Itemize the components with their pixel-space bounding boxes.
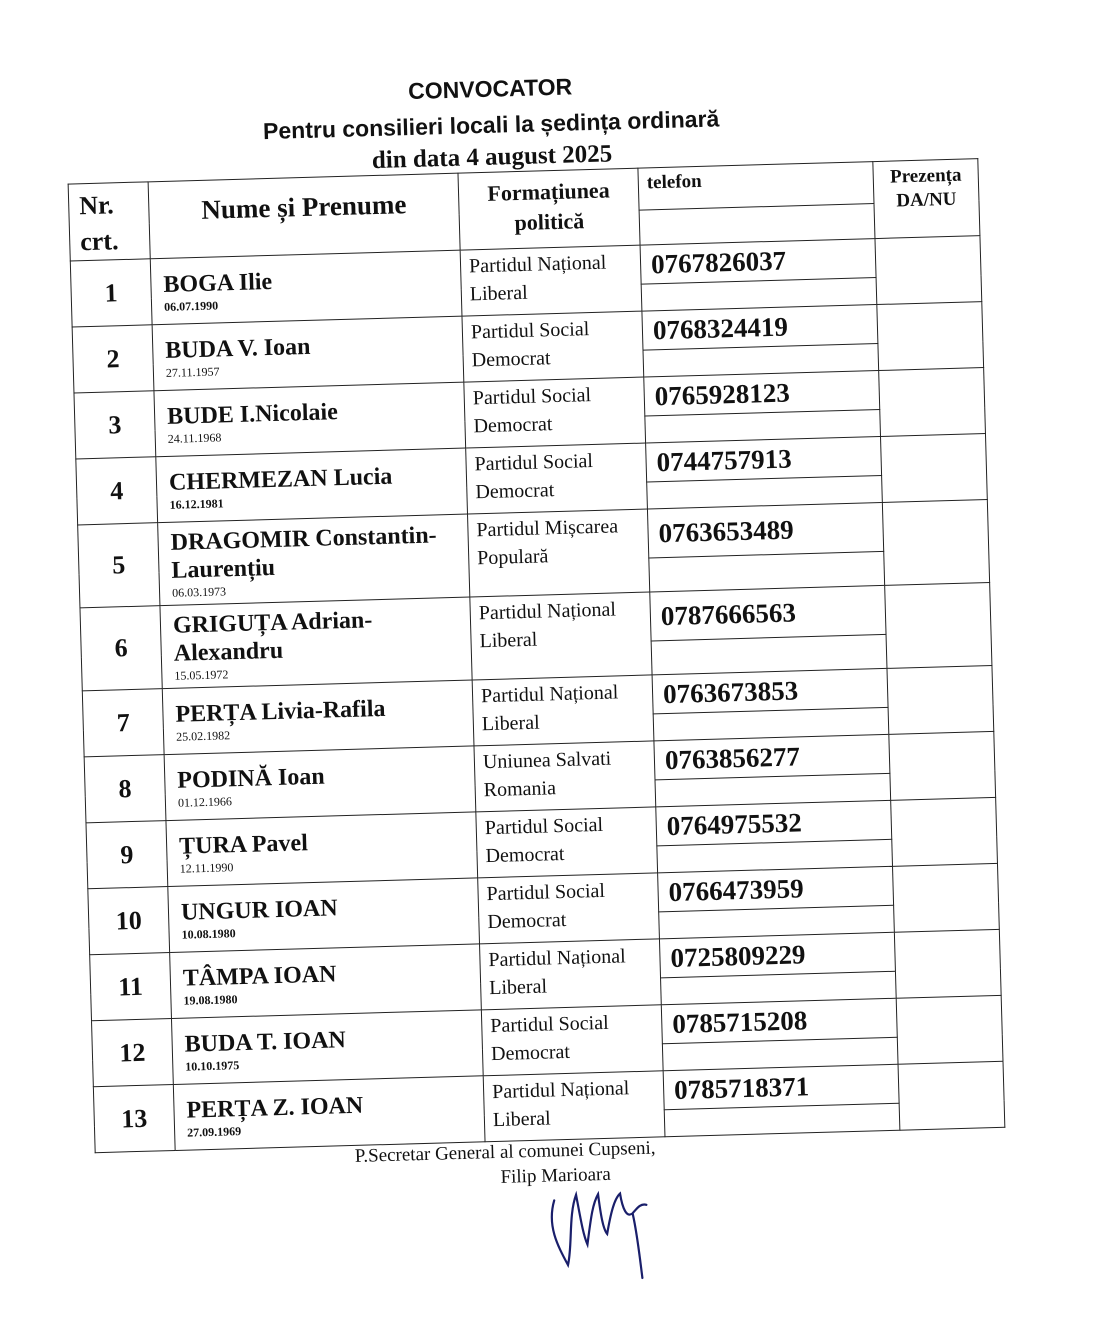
- document-subtitle: Pentru consilieri locali la ședința ordinară: [262, 105, 720, 145]
- councillor-name: TÂMPA IOAN: [182, 960, 337, 992]
- meeting-date: din data 4 august 2025: [371, 140, 613, 175]
- phone-number: 0785715208: [661, 998, 897, 1044]
- header-party-line2: politică: [514, 208, 585, 236]
- phone-number: 0766473959: [658, 866, 894, 912]
- birth-date: 27.11.1957: [165, 363, 220, 380]
- header-phone: telefon: [638, 162, 874, 210]
- councillor-name: BOGA Ilie: [163, 268, 273, 298]
- political-party: Uniunea Salvati Romania: [474, 741, 656, 812]
- row-number: 4: [76, 457, 158, 525]
- birth-date: 12.11.1990: [179, 859, 234, 876]
- presence-cell[interactable]: [877, 302, 984, 371]
- birth-date: 06.03.1973: [171, 584, 227, 600]
- header-nr-line2: crt.: [79, 226, 119, 257]
- councillor-name-cell: [158, 514, 470, 606]
- presence-cell[interactable]: [882, 500, 989, 586]
- presence-cell[interactable]: [887, 665, 994, 734]
- councillor-name: BUDE I.Nicolaie: [166, 398, 339, 430]
- phone-number: 0763856277: [654, 734, 890, 780]
- councillors-table: [68, 158, 1006, 1153]
- presence-cell[interactable]: [889, 731, 996, 800]
- header-nr: [68, 182, 150, 261]
- councillor-name: ȚURA Pavel: [178, 829, 309, 860]
- phone-number: 0763653489: [647, 502, 883, 558]
- political-party: Partidul Social Democrat: [476, 807, 658, 878]
- councillor-name-cell: [171, 1010, 483, 1085]
- header-presence: [873, 159, 980, 239]
- birth-date: 10.08.1980: [181, 925, 236, 942]
- political-party: Partidul Social Democrat: [464, 377, 646, 448]
- birth-date: 15.05.1972: [174, 667, 229, 683]
- presence-cell[interactable]: [885, 582, 992, 668]
- header-party-line1: Formațiunea: [487, 177, 610, 206]
- councillor-name: CHERMEZAN Lucia: [168, 463, 393, 496]
- row-number: 9: [86, 821, 168, 889]
- phone-number: 0767826037: [640, 239, 876, 285]
- councillor-name-cell: [154, 382, 466, 457]
- phone-number: 0785718371: [663, 1064, 899, 1110]
- councillor-name-cell: [170, 944, 482, 1019]
- birth-date: 10.10.1975: [185, 1057, 240, 1074]
- councillor-name-cell: [150, 250, 462, 325]
- presence-cell[interactable]: [891, 797, 998, 866]
- row-number: 8: [84, 755, 166, 823]
- councillor-name: BUDA T. IOAN: [184, 1026, 347, 1058]
- header-presence-line1: Prezența: [889, 164, 962, 188]
- row-number: 3: [74, 391, 156, 459]
- birth-date: 16.12.1981: [169, 495, 224, 512]
- document-title: CONVOCATOR: [407, 73, 573, 105]
- councillor-name: BUDA V. Ioan: [164, 333, 311, 364]
- councillor-name: UNGUR IOAN: [180, 894, 338, 926]
- row-number: 10: [88, 887, 170, 955]
- political-party: Partidul Național Liberal: [480, 939, 662, 1010]
- political-party: Partidul Național Liberal: [460, 245, 642, 316]
- councillor-name-cell: [173, 1076, 485, 1151]
- row-number: 13: [93, 1084, 175, 1152]
- signatory-title: P.Secretar General al comunei Cupseni,: [354, 1137, 656, 1167]
- presence-cell[interactable]: [879, 368, 986, 437]
- table-body: [68, 159, 1005, 1153]
- birth-date: 27.09.1969: [186, 1123, 242, 1140]
- signatory-name: Filip Marioara: [500, 1163, 612, 1188]
- header-name: Nume și Prenume: [148, 173, 460, 259]
- presence-cell[interactable]: [898, 1061, 1005, 1130]
- presence-cell[interactable]: [896, 995, 1003, 1064]
- councillor-name-cell: [164, 746, 476, 821]
- political-party: Partidul Social Democrat: [481, 1005, 663, 1076]
- political-party: Partidul Național Liberal: [470, 592, 652, 680]
- political-party: Partidul Național Liberal: [483, 1071, 665, 1142]
- councillor-name: PERȚA Z. IOAN: [186, 1092, 364, 1124]
- birth-date: 24.11.1968: [167, 429, 222, 446]
- councillor-name: DRAGOMIR Constantin-Laurențiu: [170, 522, 437, 584]
- councillor-name: PODINĂ Ioan: [176, 763, 325, 794]
- political-party: Partidul Social Democrat: [466, 443, 648, 514]
- councillor-name-cell: [160, 597, 472, 689]
- birth-date: 01.12.1966: [177, 793, 233, 810]
- handwritten-signature: [536, 1173, 659, 1286]
- row-number: 2: [72, 325, 154, 393]
- row-number: 1: [70, 259, 152, 327]
- political-party: Partidul Social Democrat: [478, 873, 660, 944]
- phone-number: 0787666563: [650, 585, 886, 641]
- political-party: Partidul Social Democrat: [462, 311, 644, 382]
- row-number: 12: [92, 1019, 174, 1087]
- header-presence-line2: DA/NU: [896, 188, 957, 212]
- political-party: Partidul Mișcarea Populară: [468, 509, 650, 597]
- councillor-name-cell: [166, 812, 478, 887]
- councillor-name-cell: [156, 448, 468, 523]
- presence-cell[interactable]: [875, 236, 982, 305]
- presence-cell[interactable]: [893, 863, 1000, 932]
- row-number: 7: [82, 689, 164, 757]
- phone-number: 0768324419: [642, 305, 878, 351]
- birth-date: 19.08.1980: [183, 991, 238, 1008]
- phone-number: 0763673853: [652, 668, 888, 714]
- phone-number: 0725809229: [659, 932, 895, 978]
- councillor-name: GRIGUȚA Adrian-Alexandru: [172, 607, 373, 667]
- presence-cell[interactable]: [894, 929, 1001, 998]
- councillor-name-cell: [152, 316, 464, 391]
- birth-date: 25.02.1982: [175, 727, 231, 744]
- header-party: [458, 168, 640, 250]
- councillor-name: PERȚA Livia-Rafila: [175, 695, 386, 728]
- councillor-name-cell: [168, 878, 480, 953]
- header-nr-line1: Nr.: [78, 190, 115, 221]
- birth-date: 06.07.1990: [163, 297, 219, 314]
- phone-number: 0765928123: [644, 371, 880, 417]
- councillor-name-cell: [162, 680, 474, 755]
- row-number: 5: [78, 523, 160, 608]
- row-number: 6: [80, 606, 162, 691]
- presence-cell[interactable]: [881, 434, 988, 503]
- political-party: Partidul Național Liberal: [472, 675, 654, 746]
- row-number: 11: [90, 953, 172, 1021]
- phone-number: 0764975532: [656, 800, 892, 846]
- phone-number: 0744757913: [646, 436, 882, 482]
